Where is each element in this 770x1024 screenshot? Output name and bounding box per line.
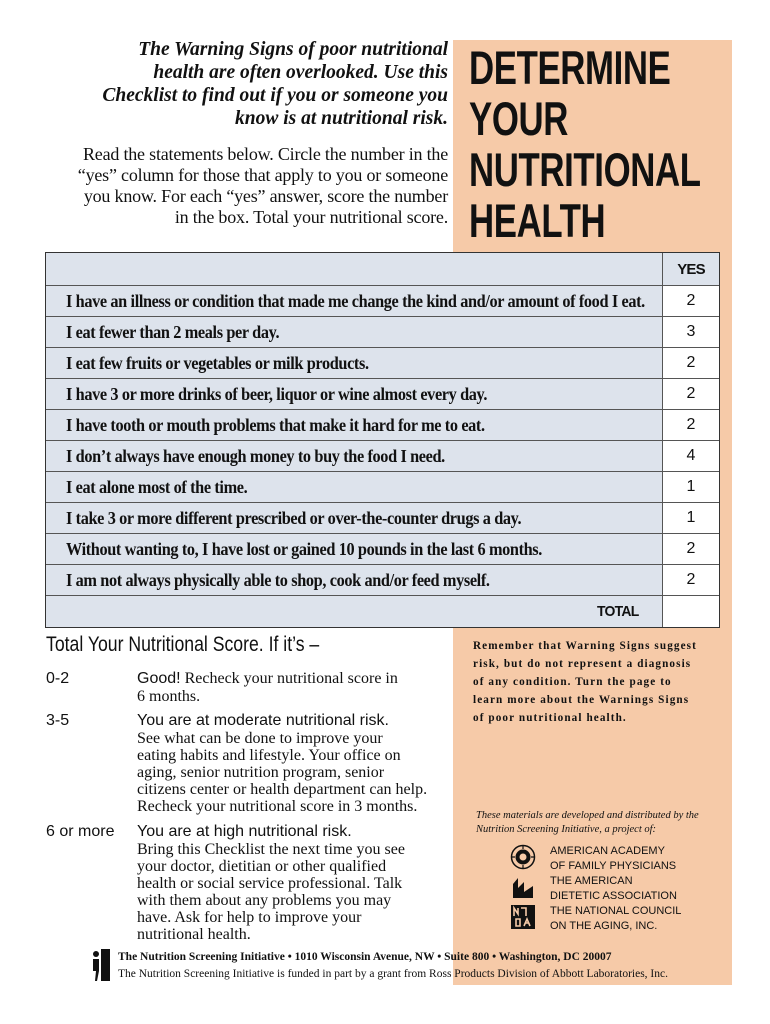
score-range-label: 6 or more xyxy=(46,823,115,840)
org-ncoa: THE NATIONAL COUNCIL ON THE AGING, INC. xyxy=(510,904,681,934)
score-range-headline: You are at moderate nutritional risk. xyxy=(137,712,389,729)
checklist-statement: I take 3 or more different prescribed or over-the-counter drugs a day. xyxy=(66,507,522,528)
scoring-title: Total Your Nutritional Score. If it’s – xyxy=(46,633,320,656)
score-range-headline: Good! Recheck your nutritional score in xyxy=(137,670,398,687)
checklist-statement: I am not always physically able to shop, cook and/or feed myself. xyxy=(66,569,490,590)
checklist-header-row xyxy=(46,253,719,285)
score-range-headline: You are at high nutritional risk. xyxy=(137,823,352,840)
score-cell[interactable]: 4 xyxy=(663,441,719,471)
checklist-statement: I have 3 or more drinks of beer, liquor or wine almost every day. xyxy=(66,383,488,404)
instructions-text: Read the statements below. Circle the number in the “yes” column for those that apply to you or someone you know. For each “yes” answer, score the number in the box. Total your nutritional score. xyxy=(77,144,448,227)
score-cell[interactable]: 1 xyxy=(663,472,719,502)
ada-logo-icon xyxy=(510,874,536,900)
intro-warning-text: The Warning Signs of poor nutritional health are often overlooked. Use this Checklist to find out if you or someone you know is at nutritional risk. xyxy=(102,39,448,129)
checklist-statement: I don’t always have enough money to buy the food I need. xyxy=(66,445,445,466)
score-cell[interactable]: 2 xyxy=(663,348,719,378)
checklist-row[interactable] xyxy=(46,347,719,378)
score-cell[interactable]: 2 xyxy=(663,286,719,316)
score-cell[interactable]: 3 xyxy=(663,317,719,347)
checklist-row[interactable] xyxy=(46,471,719,502)
checklist-total-row xyxy=(46,595,719,627)
score-range-advice: See what can be done to improve your eating habits and lifestyle. Your office on aging, senior nutrition program, senior citizens center or health department can help. Recheck your nutritional score in 3 months. xyxy=(137,730,428,815)
score-cell[interactable]: 2 xyxy=(663,534,719,564)
score-range-advice: Bring this Checklist the next time you see your doctor, dietitian or other qualified health or social service professional. Talk with them about any problems you may have. Ask for help to improve your nutritional health. xyxy=(137,841,405,943)
warning-note: Remember that Warning Signs suggest risk, but do not represent a diagnosis of any condition. Turn the page to learn more about the Warnings Signs of poor nutritional health. xyxy=(473,640,697,724)
checklist-statement: I have tooth or mouth problems that make it hard for me to eat. xyxy=(66,414,485,435)
checklist-statement: Without wanting to, I have lost or gained 10 pounds in the last 6 months. xyxy=(66,538,542,559)
score-cell[interactable]: 2 xyxy=(663,565,719,595)
score-range-label: 0-2 xyxy=(46,670,70,687)
org-ada: THE AMERICAN DIETETIC ASSOCIATION xyxy=(510,874,677,904)
checklist-statement: I eat fewer than 2 meals per day. xyxy=(66,321,280,342)
total-score-box[interactable] xyxy=(663,596,719,627)
nutrition-checklist-table xyxy=(45,252,720,628)
ncoa-logo-icon xyxy=(510,904,536,930)
checklist-row[interactable] xyxy=(46,533,719,564)
score-cell[interactable]: 2 xyxy=(663,410,719,440)
checklist-row[interactable] xyxy=(46,409,719,440)
checklist-statement: I eat alone most of the time. xyxy=(66,476,248,497)
total-label: TOTAL xyxy=(597,603,639,620)
score-range-label: 3-5 xyxy=(46,712,70,729)
checklist-row[interactable] xyxy=(46,564,719,595)
checklist-row[interactable] xyxy=(46,378,719,409)
score-range-advice: 6 months. xyxy=(137,688,201,705)
checklist-statement: I have an illness or condition that made me change the kind and/or amount of food I eat. xyxy=(66,290,645,311)
checklist-row[interactable] xyxy=(46,440,719,471)
aafp-seal-icon xyxy=(510,844,536,870)
checklist-row[interactable] xyxy=(46,316,719,347)
checklist-row[interactable] xyxy=(46,502,719,533)
org-aafp: AMERICAN ACADEMY OF FAMILY PHYSICIANS xyxy=(510,844,676,874)
intro-text xyxy=(40,38,448,228)
footer-address: The Nutrition Screening Initiative • 1010 Wisconsin Avenue, NW • Suite 800 • Washington, DC 20007 xyxy=(118,951,612,963)
score-cell[interactable]: 2 xyxy=(663,379,719,409)
footer-funding: The Nutrition Screening Initiative is funded in part by a grant from Ross Products Division of Abbott Laboratories, Inc. xyxy=(118,968,668,980)
materials-credit: These materials are developed and distributed by the Nutrition Screening Initiative, a project of: xyxy=(476,810,699,835)
page-title: DETERMINE YOUR NUTRITIONAL HEALTH xyxy=(469,41,701,247)
yes-column-header: YES xyxy=(677,260,705,278)
nsi-logo-icon xyxy=(90,947,112,983)
checklist-row[interactable] xyxy=(46,285,719,316)
checklist-statement: I eat few fruits or vegetables or milk products. xyxy=(66,352,369,373)
score-cell[interactable]: 1 xyxy=(663,503,719,533)
